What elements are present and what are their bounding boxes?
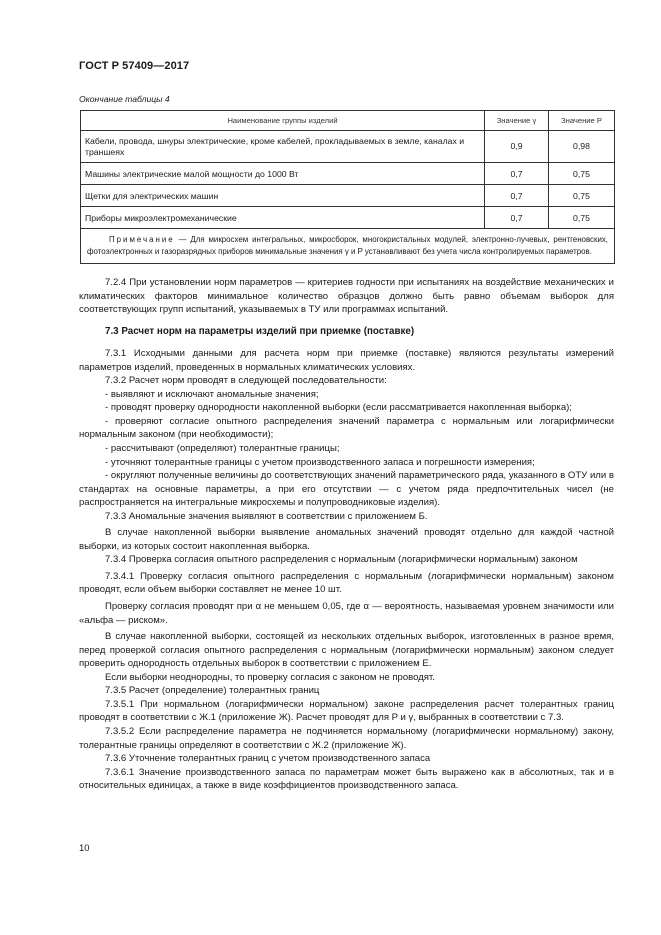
list-item: - выявляют и исключают аномальные значения; xyxy=(105,388,319,400)
paragraph-7-3-5-1: 7.3.5.1 При нормальном (логарифмически нормальном) законе распределения расчет толерантных границ проводят в соответствии с Ж.1 (приложение Ж). Расчет проводят для P и γ, выбранных в соответствии с 7.3. xyxy=(79,698,614,724)
table-cell-p: 0,75 xyxy=(549,163,615,185)
table-note-row xyxy=(81,229,615,264)
list-item: - уточняют толерантные границы с учетом производственного запаса и погрешности измерения; xyxy=(105,456,535,468)
body-text xyxy=(79,276,614,793)
table-cell-gamma: 0,7 xyxy=(485,163,549,185)
table-row xyxy=(81,131,615,163)
paragraph-alpha: Проверку согласия проводят при α не меньшем 0,05, где α — вероятность, называемая уровнем значимости или «альфа — риском». xyxy=(79,601,614,626)
table-note-text: — Для микросхем интегральных, микросборок, многокристальных модулей, электронно-лучевых, рентгеновских, фотоэлектронных и газоразрядных приборов минимальные значения γ и P устанавливают без учета числа контролируемых параметров. xyxy=(87,235,608,256)
table-cell-gamma: 0,7 xyxy=(485,207,549,229)
column-header-gamma: Значение γ xyxy=(485,111,549,131)
paragraph-nonuniform: Если выборки неоднородны, то проверку согласия с законом не проводят. xyxy=(105,671,435,683)
list-item: - округляют полученные величины до соответствующих значений параметрического ряда, указанного в ОТУ или в стандартах на основные параметры, а при его отсутствии — с учетом ряда предпочтительных чисел (не распространяется на интегральные микросхемы и полупроводниковые изделия). xyxy=(79,470,614,509)
column-header-p: Значение P xyxy=(549,111,615,131)
table-row xyxy=(81,163,615,185)
table-cell-name: Щетки для электрических машин xyxy=(81,185,485,207)
table-caption: Окончание таблицы 4 xyxy=(79,94,170,104)
paragraph-7-3-5: 7.3.5 Расчет (определение) толерантных границ xyxy=(105,685,320,697)
table-cell-p: 0,75 xyxy=(549,185,615,207)
table-cell-p: 0,75 xyxy=(549,207,615,229)
paragraph-7-3-4-1: 7.3.4.1 Проверку согласия опытного распределения с нормальным (логарифмически нормальным) законом проводят, если объем выборки составляет не менее 10 шт. xyxy=(79,570,614,596)
paragraph-accumulated-sample: В случае накопленной выборки выявление аномальных значений проводят отдельно для каждой частной выборки, из которых состоит накопленная выборка. xyxy=(79,527,614,552)
paragraph-7-3-6-1: 7.3.6.1 Значение производственного запаса по параметрам может быть выражено как в абсолютных, так и в относительных единицах, а также в виде коэффициентов производственного запаса. xyxy=(79,766,614,792)
table-cell-gamma: 0,9 xyxy=(485,131,549,163)
table-header-row xyxy=(81,111,615,131)
page-header-standard-id: ГОСТ Р 57409—2017 xyxy=(79,60,190,72)
table-cell-name: Кабели, провода, шнуры электрические, кроме кабелей, прокладываемых в земле, каналах и траншеях xyxy=(81,131,485,163)
paragraph-7-3-6: 7.3.6 Уточнение толерантных границ с учетом производственного запаса xyxy=(105,753,431,765)
table-note-label: Примечание xyxy=(109,235,175,244)
list-item: - проверяют согласие опытного распределения значений параметра с нормальным или логарифмически нормальным законом (при необходимости); xyxy=(79,415,614,441)
paragraph-7-2-4: 7.2.4 При установлении норм параметров — критериев годности при испытаниях на воздействие механических и климатических факторов минимальное количество образцов должно быть равно объемам выборок для соответствующих групп испытаний, указываемых в ТУ или программах испытаний. xyxy=(79,277,614,316)
list-item: - рассчитывают (определяют) толерантные границы; xyxy=(105,443,340,455)
paragraph-several-samples: В случае накопленной выборки, состоящей из нескольких отдельных выборок, изготовленных в разное время, перед проверкой согласия опытного распределения с нормальным (логарифмически нормальным) законом следует проверить однородность отдельных выборок в соответствии с приложением Е. xyxy=(79,631,614,670)
paragraph-7-3-4: 7.3.4 Проверка согласия опытного распределения с нормальным (логарифмически нормальным) законом xyxy=(105,554,578,566)
table-row xyxy=(81,207,615,229)
table-cell-name: Машины электрические малой мощности до 1000 Вт xyxy=(81,163,485,185)
list-item: - проводят проверку однородности накопленной выборки (если рассматривается накопленная выборка); xyxy=(105,402,572,414)
paragraph-7-3-1: 7.3.1 Исходными данными для расчета норм при приемке (поставке) являются результаты измерений параметров изделий, проведенных в нормальных климатических условиях. xyxy=(79,348,614,373)
table-cell-gamma: 0,7 xyxy=(485,185,549,207)
paragraph-7-3-3: 7.3.3 Аномальные значения выявляют в соответствии с приложением Б. xyxy=(105,510,428,522)
paragraph-7-3-2: 7.3.2 Расчет норм проводят в следующей последовательности: xyxy=(105,375,387,387)
paragraph-7-3-5-2: 7.3.5.2 Если распределение параметра не подчиняется нормальному (логарифмически нормальному) закону, толерантные границы определяют в соответствии с Ж.2 (приложение Ж). xyxy=(79,725,614,751)
table-cell-p: 0,98 xyxy=(549,131,615,163)
parameters-table xyxy=(80,110,615,264)
table-note xyxy=(81,229,615,264)
section-heading-7-3: 7.3 Расчет норм на параметры изделий при приемке (поставке) xyxy=(105,325,415,337)
table-row xyxy=(81,185,615,207)
table-cell-name: Приборы микроэлектромеханические xyxy=(81,207,485,229)
column-header-group-name: Наименование группы изделий xyxy=(81,111,485,131)
page-number: 10 xyxy=(79,843,90,854)
